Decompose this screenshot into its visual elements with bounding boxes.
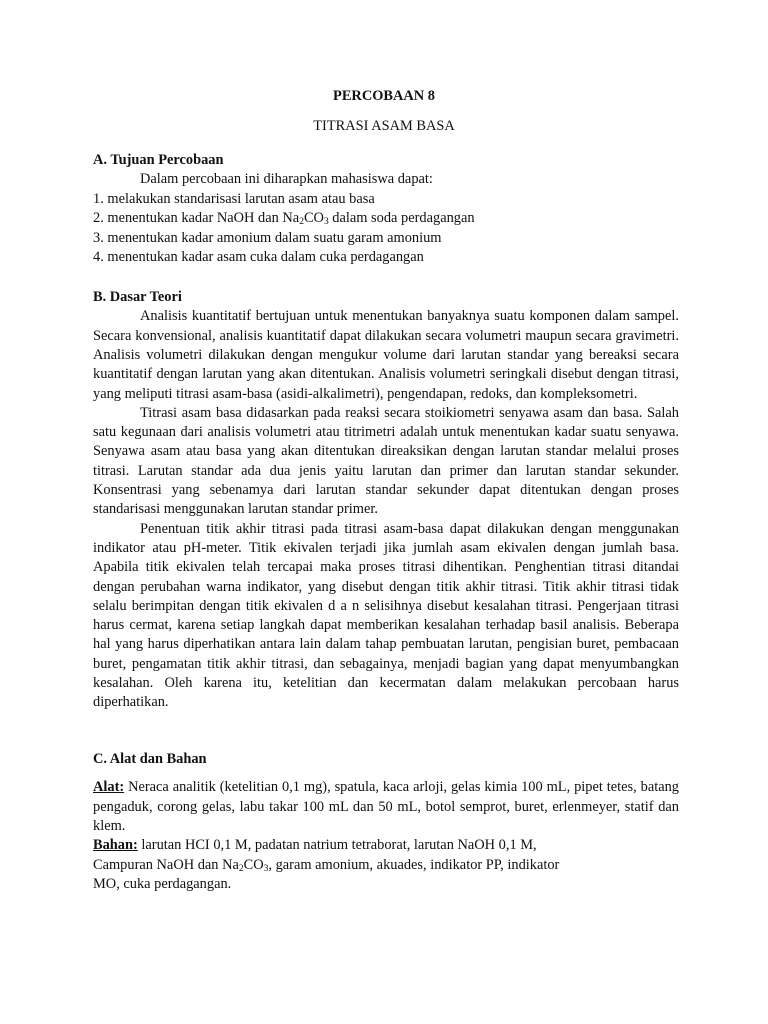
- theory-paragraph-2: Titrasi asam basa didasarkan pada reaksi secara stoikiometri senyawa asam dan basa. Salah satu kegunaan dari analisis volumetri atau titrimetri adalah untuk menentukan kadar suatu senyawa. Senyawa asam atau basa yang akan ditentukan direaksikan dengan larutan standar melalui proses titrasi. Larutan standar ada dua jenis yaitu larutan dan primer dan larutan standar sekunder. Konsentrasi yang sebenamya dari larutan standar sekunder dapat ditentukan dengan proses standarisasi menggunakan larutan standar primer.: [93, 404, 679, 518]
- section-b-heading: B. Dasar Teori: [93, 289, 182, 305]
- objective-item-4: 4. menentukan kadar asam cuka dalam cuka perdagangan: [93, 249, 424, 266]
- page-title: PERCOBAAN 8: [333, 88, 435, 104]
- section-alat-bahan: [93, 750, 679, 895]
- alat-paragraph: [93, 778, 679, 836]
- bahan-label: Bahan:: [93, 837, 138, 854]
- section-a-heading: A. Tujuan Percobaan: [93, 152, 224, 168]
- objective-item-3: 3. menentukan kadar amonium dalam suatu garam amonium: [93, 229, 442, 246]
- alat-label: Alat:: [93, 779, 125, 796]
- section-tujuan: [93, 151, 679, 267]
- theory-paragraph-3: Penentuan titik akhir titrasi pada titrasi asam-basa dapat dilakukan dengan menggunakan indikator atau pH-meter. Titik ekivalen terjadi jika jumlah asam ekivalen dengan jumlah basa. Apabila titik ekivalen telah tercapai maka proses titrasi dihentikan. Penghentian titrasi ditandai dengan perubahan warna indikator, yang disebut dengan titik akhir titrasi. Titik akhir titrasi tidak selalu berimpitan dengan titik ekivalen d a n selisihnya disebut kesalahan titrasi. Pengerjaan titrasi harus cermat, karena setiap langkah dapat memberikan kesalahan terhadap basil analisis. Beberapa hal yang harus diperhatikan antara lain dalam tahap pembuatan larutan, pengisian buret, pembacaan buret, pengamatan titik akhir titrasi, dan sebagainya, menjadi bagian yang dapat menyumbangkan kesalahan. Oleh karena itu, ketelitian dan kecermatan dalam melakukan percobaan harus diperhatikan.: [93, 520, 679, 711]
- objective-item-2: 2. menentukan kadar NaOH dan $Na_2CO_3$ dalam soda perdagangan: [93, 210, 475, 228]
- bahan-line-3: MO, cuka perdagangan.: [93, 876, 232, 893]
- bahan-line-2: Campuran NaOH dan $Na_2CO_3$, garam amonium, akuades, indikator PP, indikator: [93, 856, 560, 874]
- section-dasar-teori: [93, 288, 679, 713]
- page-subtitle: TITRASI ASAM BASA: [313, 118, 455, 134]
- objective-item-1: 1. melakukan standarisasi larutan asam atau basa: [93, 190, 375, 207]
- section-c-heading: C. Alat dan Bahan: [93, 751, 207, 767]
- theory-paragraph-1: Analisis kuantitatif bertujuan untuk menentukan banyaknya suatu komponen dalam sampel. Secara konvensional, analisis kuantitatif dapat dilakukan secara volumetri maupun secara gravimetri. Analisis volumetri dilakukan dengan mengukur volume dari larutan standar yang bereaksi secara kuantitatif dengan larutan yang akan ditentukan. Analisis volumetri seringkali disebut dengan titrasi, yang meliputi titrasi asam-basa (asidi-alkalimetri), pengendapan, redoks, dan kompleksometri.: [93, 308, 679, 402]
- bahan-line-1: Bahan: larutan HCI 0,1 M, padatan natrium tetraborat, larutan NaOH 0,1 M,: [93, 837, 537, 854]
- section-a-intro: Dalam percobaan ini diharapkan mahasiswa dapat:: [140, 171, 433, 188]
- alat-text: Neraca analitik (ketelitian 0,1 mg), spatula, kaca arloji, gelas kimia 100 mL, pipet tetes, batang pengaduk, corong gelas, labu takar 100 mL dan 50 mL, botol semprot, buret, erlenmeyer, statif dan klem.: [93, 779, 679, 834]
